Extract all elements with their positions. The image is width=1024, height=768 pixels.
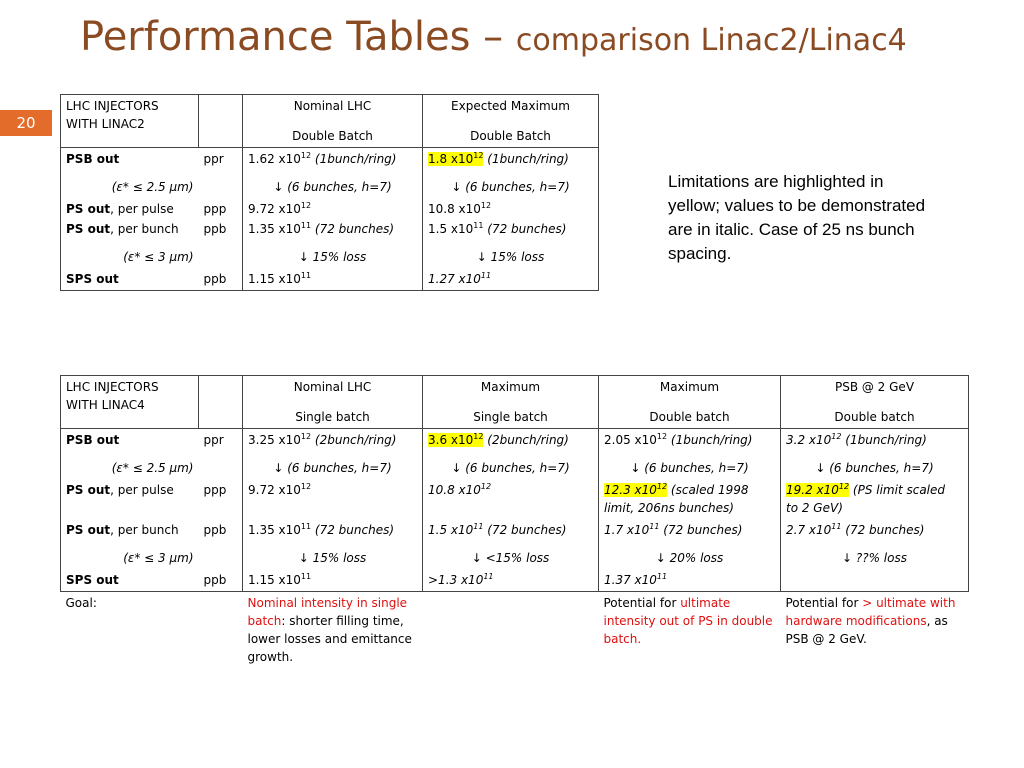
title-sub: comparison Linac2/Linac4 [515,23,907,58]
row-label: SPS out [61,268,199,291]
title-main: Performance Tables [80,14,471,60]
arrow-note: ↓ (6 bunches, h=7) [781,451,969,479]
table-header-label: LHC INJECTORS WITH LINAC2 [61,95,199,148]
table-row [61,220,599,240]
arrow-note: ↓ 15% loss [243,240,423,268]
arrow-note: ↓ <15% loss [423,541,599,569]
arrow-note: ↓ (6 bunches, h=7) [599,451,781,479]
cell: 1.8 $x10^{12}$ (1bunch/ring) [423,148,599,171]
table-row [61,198,599,220]
unit-header [199,376,243,429]
row-label: PS out, per bunch [61,220,199,240]
linac2-table [60,94,599,291]
row-label: PS out, per pulse [61,479,199,519]
arrow-note: ↓ 15% loss [243,541,423,569]
col-header: Expected Maximum [423,95,599,118]
goal-row [61,592,969,669]
arrow-note: ↓ (6 bunches, h=7) [243,170,423,198]
goal-label: Goal: [65,596,97,610]
arrow-note: ↓ (6 bunches, h=7) [423,451,599,479]
cell: 3.6 $x10^{12}$ (2bunch/ring) [423,429,599,452]
arrow-note: ↓ 15% loss [423,240,599,268]
emittance-note: (ε* ≤ 2.5 μm) [61,451,199,479]
col-header: Nominal LHC [243,95,423,118]
cell: 9.72 $x10^{12}$ [243,198,423,220]
linac4-table [60,375,969,668]
unit-header [199,95,243,148]
row-unit: ppp [203,202,227,216]
cell: 9.72 $x10^{12}$ [243,479,423,519]
table-row [61,479,969,519]
cell: 2.05 $x10^{12}$ (1bunch/ring) [599,429,781,452]
col-header: Nominal LHC [243,376,423,399]
row-unit: ppb [203,523,227,537]
cell: 10.8 $x10^{12}$ [423,198,599,220]
emittance-note: (ε* ≤ 3 μm) [61,240,199,268]
row-unit: ppr [203,433,224,447]
goal-text: Potential for > ultimate with hardware modifications, as PSB @ 2 GeV. [785,596,956,646]
cell: 3.2 $x10^{12}$ (1bunch/ring) [781,429,969,452]
cell: 12.3 $x10^{12}$ (scaled 1998 limit, 206ns bunches) [599,479,781,519]
table-row [61,429,969,452]
cell: >1.3 $x10^{11}$ [423,569,599,592]
limitations-note: Limitations are highlighted in yellow; values to be demonstrated are in italic. Case of 25 ns bunch spacing. [668,172,926,263]
cell: 1.62 $x10^{12}$ (1bunch/ring) [243,148,423,171]
col-subheader: Single batch [423,398,599,429]
cell [781,569,969,592]
col-subheader: Single batch [243,398,423,429]
title-dash: – [470,14,516,60]
emittance-note: (ε* ≤ 3 μm) [61,541,199,569]
row-label: PSB out [61,429,199,452]
arrow-note: ↓ 20% loss [599,541,781,569]
table-row [61,240,599,268]
col-subheader: Double batch [781,398,969,429]
table-row [61,541,969,569]
slide-number-badge: 20 [0,110,52,136]
row-unit: ppb [199,268,243,291]
col-header: Maximum [423,376,599,399]
cell: 19.2 $x10^{12}$ (PS limit scaled to 2 GeV) [781,479,969,519]
col-subheader: Double Batch [423,117,599,148]
col-subheader: Double batch [599,398,781,429]
table-row [61,519,969,541]
goal-text: Nominal intensity in single batch: shorter filling time, lower losses and emittance growth. [247,596,412,664]
cell: 1.15 $x10^{11}$ [243,268,423,291]
row-unit: ppb [203,222,227,236]
arrow-note: ↓ (6 bunches, h=7) [423,170,599,198]
arrow-note: ↓ ??% loss [781,541,969,569]
page-title [80,14,907,60]
cell: 10.8 $x10^{12}$ [423,479,599,519]
col-header: PSB @ 2 GeV [781,376,969,399]
table-row [61,148,599,171]
cell: 1.37 $x10^{11}$ [599,569,781,592]
cell: 1.5 $x10^{11}$ (72 bunches) [423,220,599,240]
goal-text: Potential for ultimate intensity out of PS in double batch. [603,596,773,646]
emittance-note: (ε* ≤ 2.5 μm) [61,170,199,198]
row-label: PS out, per pulse [61,198,199,220]
cell: 3.25 $x10^{12}$ (2bunch/ring) [243,429,423,452]
row-unit: ppp [203,483,227,497]
cell: 2.7 $x10^{11}$ (72 bunches) [781,519,969,541]
cell: 1.35 $x10^{11}$ (72 bunches) [243,519,423,541]
cell: 1.5 $x10^{11}$ (72 bunches) [423,519,599,541]
table-row [61,451,969,479]
table-row [61,170,599,198]
col-header: Maximum [599,376,781,399]
col-subheader: Double Batch [243,117,423,148]
table-row [61,268,599,291]
arrow-note: ↓ (6 bunches, h=7) [243,451,423,479]
cell: 1.7 $x10^{11}$ (72 bunches) [599,519,781,541]
cell: 1.15 $x10^{11}$ [243,569,423,592]
row-label: PSB out [61,148,199,171]
cell: 1.35 $x10^{11}$ (72 bunches) [243,220,423,240]
table-header-label: LHC INJECTORS WITH LINAC4 [61,376,199,429]
cell: 1.27 $x10^{11}$ [423,268,599,291]
row-unit: ppr [203,152,224,166]
row-label: PS out, per bunch [61,519,199,541]
row-unit: ppb [199,569,243,592]
row-label: SPS out [61,569,199,592]
table-row [61,569,969,592]
